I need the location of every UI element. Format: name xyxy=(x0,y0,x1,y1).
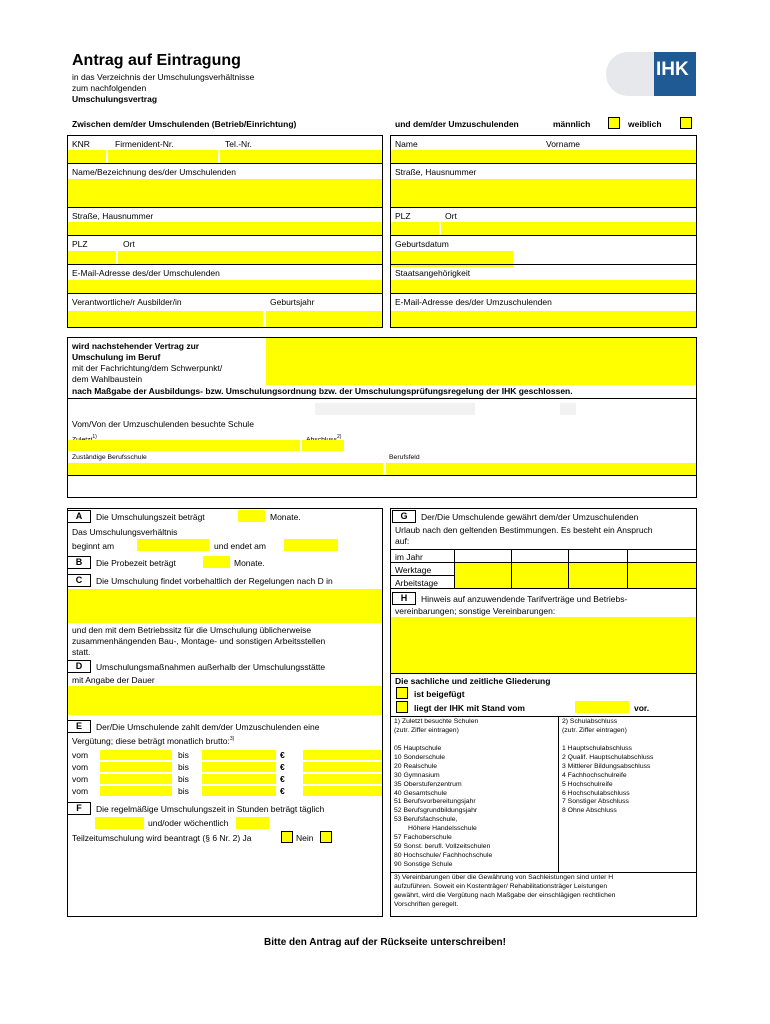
tel-field[interactable] xyxy=(220,150,382,163)
contract-line-4: dem Wahlbaustein xyxy=(72,374,143,384)
f-teilzeit-label: Teilzeitumschulung wird beantragt (§ 6 Nr. 2) Ja xyxy=(72,833,252,843)
tag-h: H xyxy=(392,592,416,605)
nein-checkbox[interactable] xyxy=(320,831,332,843)
a-endet-field[interactable] xyxy=(284,539,338,551)
tag-b: B xyxy=(67,556,91,569)
left-email-label: E-Mail-Adresse des/der Umschulenden xyxy=(72,268,220,278)
abschluss-option: 2 Qualif. Hauptschulabschluss xyxy=(562,753,654,761)
contract-line-5: nach Maßgabe der Ausbildungs- bzw. Umschulungsordnung bzw. der Umschulungsprüfungsregelung der IHK geschlossen. xyxy=(72,386,573,396)
zuletzt-label: 1) xyxy=(92,434,97,440)
f-text: Die regelmäßige Umschulungszeit in Stunden beträgt täglich xyxy=(96,804,325,814)
f-woech-field[interactable] xyxy=(236,817,269,829)
right-strasse-label: Straße, Hausnummer xyxy=(395,167,477,177)
contract-line-1: wird nachstehender Vertrag zur xyxy=(72,341,200,351)
fn-col1-sub: (zutr. Ziffer eintragen) xyxy=(394,727,459,734)
right-heading: und dem/der Umzuschulenden xyxy=(395,119,519,129)
right-ort-label: Ort xyxy=(445,211,457,221)
e-bis-label: bis xyxy=(178,750,189,760)
right-email-label: E-Mail-Adresse des/der Umzuschulenden xyxy=(395,297,552,307)
g-arbeitstage-label: Arbeitstage xyxy=(395,578,438,588)
liegt-vor-checkbox[interactable] xyxy=(396,701,408,713)
right-strasse-field[interactable] xyxy=(391,179,696,207)
c-cont-1: und den mit dem Betriebssitz für die Umschulung üblicherweise xyxy=(72,625,312,635)
school-option: 59 Sonst. berufl. Vollzeitschulen xyxy=(394,842,491,850)
e-bis-label: bis xyxy=(178,774,189,784)
e-vom-label: vom xyxy=(72,762,89,772)
school-option: 51 Berufsvorbereitungsjahr xyxy=(394,798,476,806)
right-name-field[interactable] xyxy=(391,150,696,163)
left-plz-label: PLZ xyxy=(72,239,88,249)
c-cont-3: statt. xyxy=(72,647,91,657)
abschluss-field[interactable] xyxy=(302,440,344,451)
knr-field[interactable] xyxy=(68,150,106,163)
e-text-2: Vergütung; diese beträgt monatlich brutto:$^{3)}$ xyxy=(72,736,235,746)
school-option: 53 Berufsfachschule, xyxy=(394,816,458,824)
h-text-1: Hinweis auf anzuwendende Tarifverträge und Betriebs- xyxy=(421,594,628,604)
f-woech-label: und/oder wöchentlich xyxy=(148,818,229,828)
abschluss-option: 1 Hauptschulabschluss xyxy=(562,745,632,752)
fn-col1-title: 1) Zuletzt besuchte Schulen xyxy=(394,718,479,725)
contract-line-3: mit der Fachrichtung/dem Schwerpunkt/ xyxy=(72,363,223,373)
stand-vom-field[interactable] xyxy=(575,701,629,713)
a-beginnt-field[interactable] xyxy=(137,539,209,551)
right-plz-field[interactable] xyxy=(391,222,439,235)
c-text: Die Umschulung findet vorbehaltlich der Regelungen nach D in xyxy=(96,576,333,586)
tag-g: G xyxy=(392,510,416,523)
e-bis-field[interactable] xyxy=(202,762,276,772)
footer-note: Bitte den Antrag auf der Rückseite unterschreiben! xyxy=(264,937,506,948)
weiblich-label: weiblich xyxy=(628,119,662,129)
abschluss-option: 5 Hochschulreife xyxy=(562,780,613,788)
geburtsjahr-label: Geburtsjahr xyxy=(270,297,315,307)
note3-line-4: Vorschriften geregelt. xyxy=(394,901,459,908)
e-betrag-field[interactable] xyxy=(303,750,382,760)
note3-line-1: 3) Vereinbarungen über die Gewährung von Sachleistungen sind unter H xyxy=(394,874,614,881)
a-monate-field[interactable] xyxy=(238,510,265,522)
school-option: 80 Hochschule/ Fachhochschule xyxy=(394,851,493,859)
vor-label: vor. xyxy=(634,703,650,713)
ja-checkbox[interactable] xyxy=(281,831,293,843)
e-betrag-field[interactable] xyxy=(303,786,382,796)
right-name-label: Name xyxy=(395,139,418,149)
maennlich-checkbox[interactable] xyxy=(608,117,620,129)
left-plz-field[interactable] xyxy=(68,251,116,264)
school-option: Höhere Handelsschule xyxy=(408,825,477,833)
tel-label: Tel.-Nr. xyxy=(225,139,252,149)
note3-line-2: aufzuführen. Soweit ein Kostenträger/ Rehabilitationsträger Leistungen xyxy=(394,883,608,890)
a-monate-label: Monate. xyxy=(270,512,301,522)
e-vom-field[interactable] xyxy=(100,762,172,772)
left-ort-label: Ort xyxy=(123,239,135,249)
liegt-vor-label: liegt der IHK mit Stand vom xyxy=(414,703,525,713)
subtitle-2: zum nachfolgenden xyxy=(72,83,147,93)
e-vom-field[interactable] xyxy=(100,774,172,784)
page-title: Antrag auf Eintragung xyxy=(72,52,241,69)
ihk-logo: IHK xyxy=(606,52,696,96)
left-heading: Zwischen dem/der Umschulenden (Betrieb/Einrichtung) xyxy=(72,119,297,129)
firmenident-label: Firmenident-Nr. xyxy=(115,139,174,149)
tag-c: C xyxy=(67,574,91,587)
nein-label: Nein xyxy=(296,833,314,843)
school-heading: Vom/Von der Umzuschulenden besuchte Schule xyxy=(72,419,254,429)
school-option: 10 Sonderschule xyxy=(394,753,446,761)
ausbilder-field[interactable] xyxy=(68,311,263,327)
h-field[interactable] xyxy=(391,617,696,673)
e-bis-field[interactable] xyxy=(202,786,276,796)
g-text-3: auf: xyxy=(395,536,410,546)
e-vom-label: vom xyxy=(72,774,89,784)
abschluss-option: 8 Ohne Abschluss xyxy=(562,807,617,815)
left-strasse-label: Straße, Hausnummer xyxy=(72,211,154,221)
e-betrag-field[interactable] xyxy=(303,762,382,772)
g-jahr-label: im Jahr xyxy=(395,552,423,562)
staatsangehoerigkeit-field[interactable] xyxy=(391,280,696,293)
school-option: 40 Gesamtschule xyxy=(394,789,447,797)
d-text: Umschulungsmaßnahmen außerhalb der Umschulungsstätte xyxy=(96,662,326,672)
name-bezeichnung-field[interactable] xyxy=(68,179,382,207)
beruf-field[interactable] xyxy=(266,338,696,385)
right-ort-field[interactable] xyxy=(441,222,696,235)
berufsschule-field[interactable] xyxy=(68,463,383,475)
abschluss-option: 3 Mittlerer Bildungsabschluss xyxy=(562,762,651,770)
geburtsjahr-field[interactable] xyxy=(266,311,382,327)
berufsfeld-field[interactable] xyxy=(386,463,696,475)
b-monate-field[interactable] xyxy=(203,556,230,568)
abschluss-label: 2) xyxy=(336,434,342,440)
h-text-2: vereinbarungen; sonstige Vereinbarungen: xyxy=(395,606,556,616)
berufsschule-label: Zuständige Berufsschule xyxy=(72,454,147,461)
euro-icon: € xyxy=(280,762,285,772)
fn-col2-title: 2) Schulabschluss xyxy=(562,718,618,725)
note3-line-3: gewährt, wird die Vergütung nach Maßgabe der einschlägigen rechtlichen xyxy=(394,892,616,899)
contract-line-2: Umschulung im Beruf xyxy=(72,352,161,362)
c-cont-2: zusammenhängenden Bau-, Montage- und sonstigen Arbeitsstellen xyxy=(72,636,326,646)
euro-icon: € xyxy=(280,786,285,796)
a-text: Die Umschulungszeit beträgt xyxy=(96,512,205,522)
e-bis-label: bis xyxy=(178,762,189,772)
euro-icon: € xyxy=(280,774,285,784)
school-option: 30 Gymnasium xyxy=(394,771,440,779)
school-option: 90 Sonstige Schule xyxy=(394,860,453,868)
b-text: Die Probezeit beträgt xyxy=(96,558,176,568)
weiblich-checkbox[interactable] xyxy=(680,117,692,129)
e-bis-field[interactable] xyxy=(202,750,276,760)
right-plz-label: PLZ xyxy=(395,211,411,221)
gliederung-heading: Die sachliche und zeitliche Gliederung xyxy=(395,676,551,686)
e-bis-label: bis xyxy=(178,786,189,796)
c-ort-field[interactable] xyxy=(68,589,382,623)
g-days-field[interactable] xyxy=(455,563,696,588)
a-beginnt-label: beginnt am xyxy=(72,541,115,551)
f-taeglich-field[interactable] xyxy=(95,817,144,829)
tag-a: A xyxy=(67,510,91,523)
a-verh-label: Das Umschulungsverhältnis xyxy=(72,527,178,537)
right-email-field[interactable] xyxy=(391,311,696,327)
left-ort-field[interactable] xyxy=(118,251,382,264)
abschluss-option: 7 Sonstiger Abschluss xyxy=(562,798,629,806)
school-option: 35 Oberstufenzentrum xyxy=(394,780,462,788)
e-vom-label: vom xyxy=(72,786,89,796)
staatsangehoerigkeit-label: Staatsangehörigkeit xyxy=(395,268,471,278)
a-endet-label: und endet am xyxy=(214,541,266,551)
euro-icon: € xyxy=(280,750,285,760)
ausbilder-label: Verantwortliche/r Ausbilder/in xyxy=(72,297,182,307)
zuletzt-field[interactable] xyxy=(68,440,300,451)
school-option: 05 Hauptschule xyxy=(394,745,442,752)
e-bis-field[interactable] xyxy=(202,774,276,784)
g-werktage-label: Werktage xyxy=(395,565,432,575)
b-monate-label: Monate. xyxy=(234,558,265,568)
e-vom-label: vom xyxy=(72,750,89,760)
g-text-1: Der/Die Umschulende gewährt dem/der Umzuschulenden xyxy=(421,512,639,522)
d-sub: mit Angabe der Dauer xyxy=(72,675,155,685)
e-vom-field[interactable] xyxy=(100,750,172,760)
left-email-field[interactable] xyxy=(68,280,382,293)
subtitle-1: in das Verzeichnis der Umschulungsverhältnisse xyxy=(72,72,255,82)
tag-f: F xyxy=(67,802,91,815)
beigefuegt-label: ist beigefügt xyxy=(414,689,465,699)
e-text-1: Der/Die Umschulende zahlt dem/der Umzuschulenden eine xyxy=(96,722,320,732)
maennlich-label: männlich xyxy=(553,119,591,129)
d-field[interactable] xyxy=(68,686,382,715)
tag-e: E xyxy=(67,720,91,733)
knr-label: KNR xyxy=(72,139,90,149)
berufsfeld-label: Berufsfeld xyxy=(389,454,420,461)
g-text-2: Urlaub nach den geltenden Bestimmungen. Es besteht ein Anspruch xyxy=(395,525,653,535)
abschluss-option: 4 Fachhochschulreife xyxy=(562,771,627,779)
geburtsdatum-label: Geburtsdatum xyxy=(395,239,449,249)
school-option: 52 Berufsgrundbildungsjahr xyxy=(394,807,478,815)
name-bezeichnung-label: Name/Bezeichnung des/der Umschulenden xyxy=(72,167,236,177)
tag-d: D xyxy=(67,660,91,673)
school-option: 20 Realschule xyxy=(394,762,438,770)
beigefuegt-checkbox[interactable] xyxy=(396,687,408,699)
firmenident-field[interactable] xyxy=(108,150,218,163)
e-vom-field[interactable] xyxy=(100,786,172,796)
e-betrag-field[interactable] xyxy=(303,774,382,784)
abschluss-option: 6 Hochschulabschluss xyxy=(562,789,630,797)
school-option: 57 Fachoberschule xyxy=(394,834,452,841)
left-strasse-field[interactable] xyxy=(68,222,382,235)
fn-col2-sub: (zutr. Ziffer eintragen) xyxy=(562,727,627,734)
vorname-label: Vorname xyxy=(546,139,581,149)
subtitle-3: Umschulungsvertrag xyxy=(72,94,158,104)
